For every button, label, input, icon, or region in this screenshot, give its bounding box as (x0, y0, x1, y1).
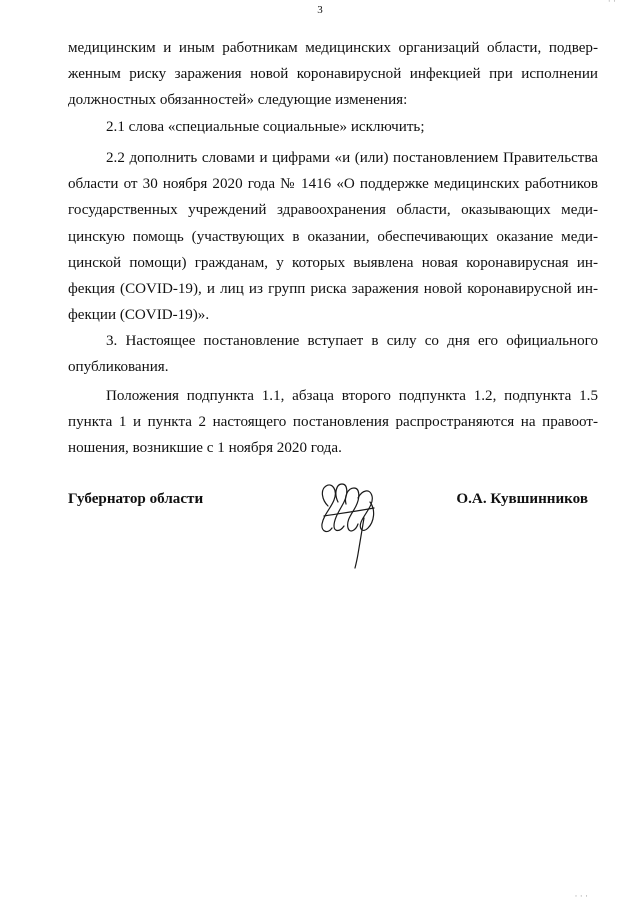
handwritten-signature (318, 478, 384, 570)
scan-speck: · · (607, 0, 616, 6)
text-line: цинскую помощь (участвующих в оказании, обеспечивающих оказание меди- (68, 228, 598, 245)
text-line: пункта 1 и пункта 2 настоящего постановления распространяются на правоот- (68, 414, 598, 431)
paragraph-provisions (68, 383, 598, 462)
text-line: государственных учреждений здравоохранения области, оказывающих меди- (68, 202, 598, 219)
text-line: ношения, возникшие с 1 ноября 2020 года. (68, 440, 342, 457)
page-number: 3 (317, 4, 323, 16)
text-line: женным риску заражения новой коронавирусной инфекцией при исполнении (68, 66, 598, 83)
text-line: области от 30 ноября 2020 года № 1416 «О поддержке медицинских работников (68, 176, 598, 193)
paragraph-item-2-1 (68, 114, 598, 140)
text-line: фекция (COVID-19), и лиц из групп риска заражения новой коронавирусной ин- (68, 281, 598, 298)
paragraph-amendment-intro (68, 35, 598, 114)
text-line: 2.2 дополнить словами и цифрами «и (или) постановлением Правительства (106, 150, 598, 166)
text-line: должностных обязанностей» следующие изменения: (68, 92, 408, 109)
signatory-title: Губернатор области (68, 491, 204, 507)
text-line: медицинским и иным работникам медицинских организаций области, подвер- (68, 40, 598, 56)
text-line: 2.1 слова «специальные социальные» исключить; (106, 119, 425, 135)
scan-speck: · · · (574, 891, 588, 901)
paragraph-item-2-2 (68, 145, 598, 328)
text-line: Положения подпункта 1.1, абзаца второго подпункта 1.2, подпункта 1.5 (106, 388, 598, 404)
text-line: цинской помощи) гражданам, у которых выявлена новая коронавирусная ин- (68, 254, 598, 271)
text-line: 3. Настоящее постановление вступает в силу со дня его официального (106, 333, 598, 349)
signatory-name: О.А. Кувшинников (456, 491, 588, 507)
text-line: опубликования. (68, 359, 169, 376)
text-line: фекции (COVID-19)». (68, 307, 210, 324)
paragraph-item-3 (68, 328, 598, 380)
